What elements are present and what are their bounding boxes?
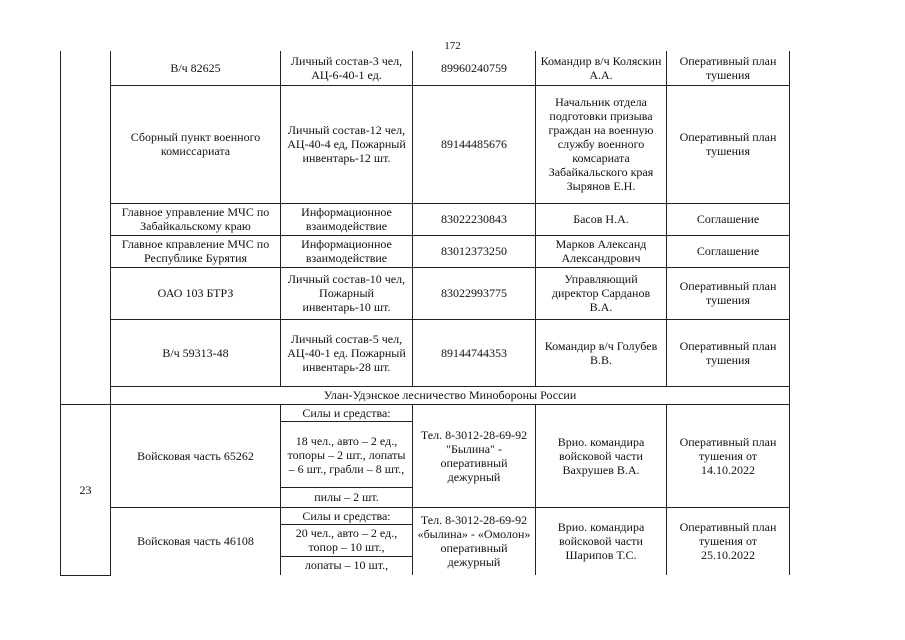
phone-cell: 83022230843 — [413, 203, 536, 235]
document-cell: Оперативный план тушения — [667, 51, 790, 85]
contact-cell: Врио. командира войсковой части Вахрушев В.А. — [536, 404, 667, 507]
table-row — [61, 85, 790, 203]
organization-cell: В/ч 82625 — [111, 51, 281, 85]
table-row — [61, 267, 790, 319]
section-number-cell: 23 — [61, 404, 111, 575]
document-cell: Оперативный план тушения — [667, 85, 790, 203]
table-row — [61, 51, 790, 85]
forces-cell — [281, 404, 413, 507]
contact-cell: Командир в/ч Коляскин А.А. — [536, 51, 667, 85]
contact-cell: Командир в/ч Голубев В.В. — [536, 319, 667, 386]
forces-list: 20 чел., авто – 2 ед., топор – 10 шт., — [281, 524, 412, 556]
forces-subtable — [281, 508, 412, 575]
forces-header: Силы и средства: — [302, 405, 391, 420]
document-cell: Оперативный план тушения — [667, 319, 790, 386]
forces-cell — [281, 507, 413, 575]
table-row — [61, 404, 790, 507]
table-row — [61, 507, 790, 575]
contact-cell: Врио. командира войсковой части Шарипов Т.С. — [536, 507, 667, 575]
contact-cell: Управляющий директор Сарданов В.А. — [536, 267, 667, 319]
forces-header: Силы и средства: — [302, 508, 391, 523]
phone-cell: Тел. 8-3012-28-69-92 «былина» - «Омолон» оперативный дежурный — [413, 507, 536, 575]
document-cell: Соглашение — [667, 235, 790, 267]
forces-list: 18 чел., авто – 2 ед., топоры – 2 шт., лопаты – 6 шт., грабли – 8 шт., — [281, 422, 412, 488]
contact-cell: Марков Александ Александрович — [536, 235, 667, 267]
phone-cell: 83012373250 — [413, 235, 536, 267]
phone-cell: 83022993775 — [413, 267, 536, 319]
phone-cell: Тел. 8-3012-28-69-92 "Былина" - оперативный дежурный — [413, 404, 536, 507]
document-cell: Оперативный план тушения от 14.10.2022 — [667, 404, 790, 507]
forces-cell: Личный состав-3 чел, АЦ-6-40-1 ед. — [281, 51, 413, 85]
forces-cell: Личный состав-5 чел, АЦ-40-1 ед. Пожарный инвентарь-28 шт. — [281, 319, 413, 386]
document-cell: Соглашение — [667, 203, 790, 235]
organization-cell: ОАО 103 БТРЗ — [111, 267, 281, 319]
phone-cell: 89144485676 — [413, 85, 536, 203]
table-row — [61, 203, 790, 235]
contact-cell: Басов Н.А. — [536, 203, 667, 235]
row-number-cell — [61, 51, 111, 404]
organization-cell: В/ч 59313-48 — [111, 319, 281, 386]
phone-cell: 89960240759 — [413, 51, 536, 85]
section-title: Улан-Удэнское лесничество Минобороны России — [111, 386, 790, 404]
contact-cell: Начальник отдела подготовки призыва граждан на военную службу военного комсариата Забайкальского края Зырянов Е.Н. — [536, 85, 667, 203]
organization-cell: Войсковая часть 46108 — [111, 507, 281, 575]
organization-cell: Войсковая часть 65262 — [111, 404, 281, 507]
forces-extra: пилы – 2 шт. — [281, 488, 412, 506]
organization-cell: Сборный пункт военного комиссариата — [111, 85, 281, 203]
section-header-row — [61, 386, 790, 404]
phone-cell: 89144744353 — [413, 319, 536, 386]
forces-cell: Личный состав-12 чел, АЦ-40-4 ед, Пожарный инвентарь-12 шт. — [281, 85, 413, 203]
document-cell: Оперативный план тушения от 25.10.2022 — [667, 507, 790, 575]
forces-subtable — [281, 405, 412, 506]
organization-cell: Главное управление МЧС по Забайкальскому краю — [111, 203, 281, 235]
forces-cell: Личный состав-10 чел, Пожарный инвентарь-10 шт. — [281, 267, 413, 319]
forces-cell: Информационное взаимодействие — [281, 235, 413, 267]
document-cell: Оперативный план тушения — [667, 267, 790, 319]
forces-extra: лопаты – 10 шт., — [281, 556, 412, 574]
table-row — [61, 319, 790, 386]
organization-cell: Главное кправление МЧС по Республике Бурятия — [111, 235, 281, 267]
resources-table — [60, 51, 790, 576]
forces-cell: Информационное взаимодействие — [281, 203, 413, 235]
page-number: 172 — [444, 40, 461, 52]
table-row — [61, 235, 790, 267]
